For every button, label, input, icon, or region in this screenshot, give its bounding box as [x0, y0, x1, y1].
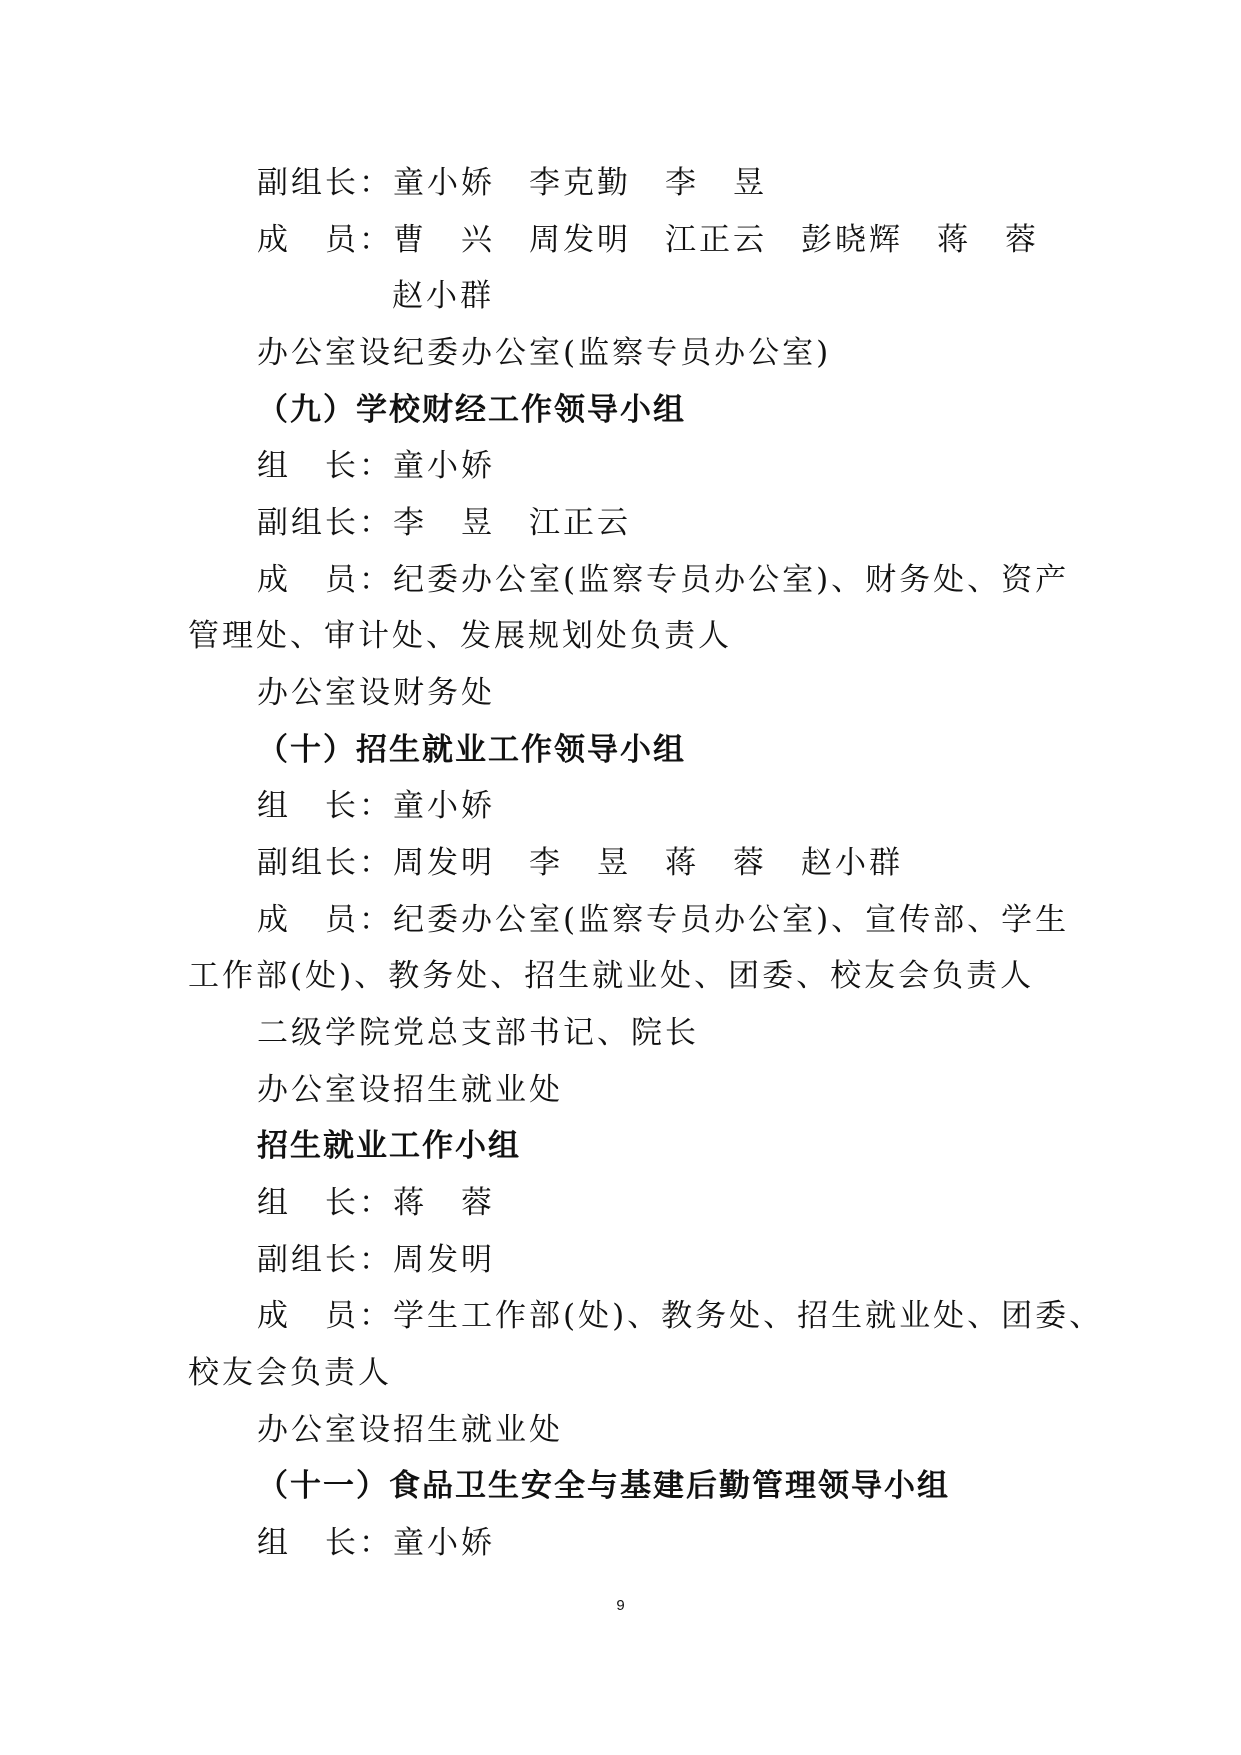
text-line: 组 长：蒋 蓉 [257, 1185, 495, 1221]
text-line: 组 长：童小娇 [257, 1525, 495, 1561]
text-line: 赵小群 [392, 278, 494, 314]
text-line: 管理处、审计处、发展规划处负责人 [188, 618, 732, 654]
text-line: 办公室设纪委办公室(监察专员办公室) [257, 335, 832, 371]
page-number: 9 [616, 1597, 625, 1614]
text-line: 成 员：纪委办公室(监察专员办公室)、财务处、资产 [257, 562, 1070, 598]
section-heading: 招生就业工作小组 [257, 1128, 521, 1164]
text-line: 成 员：纪委办公室(监察专员办公室)、宣传部、学生 [257, 902, 1070, 938]
text-line: 办公室设招生就业处 [257, 1072, 563, 1108]
section-heading: （九）学校财经工作领导小组 [257, 392, 686, 428]
text-line: 校友会负责人 [188, 1355, 392, 1391]
text-line: 组 长：童小娇 [257, 788, 495, 824]
text-line: 副组长：李 昱 江正云 [257, 505, 631, 541]
section-heading: （十）招生就业工作领导小组 [257, 732, 686, 768]
text-line: 办公室设财务处 [257, 675, 495, 711]
section-heading: （十一）食品卫生安全与基建后勤管理领导小组 [257, 1468, 950, 1504]
text-line: 办公室设招生就业处 [257, 1412, 563, 1448]
text-line: 副组长：童小娇 李克勤 李 昱 [257, 165, 767, 201]
text-line: 成 员：曹 兴 周发明 江正云 彭晓辉 蒋 蓉 [257, 222, 1039, 258]
text-line: 成 员：学生工作部(处)、教务处、招生就业处、团委、 [257, 1298, 1104, 1334]
text-line: 副组长：周发明 李 昱 蒋 蓉 赵小群 [257, 845, 903, 881]
text-line: 二级学院党总支部书记、院长 [257, 1015, 699, 1051]
text-line: 工作部(处)、教务处、招生就业处、团委、校友会负责人 [188, 958, 1035, 994]
text-line: 组 长：童小娇 [257, 448, 495, 484]
text-line: 副组长：周发明 [257, 1242, 495, 1278]
